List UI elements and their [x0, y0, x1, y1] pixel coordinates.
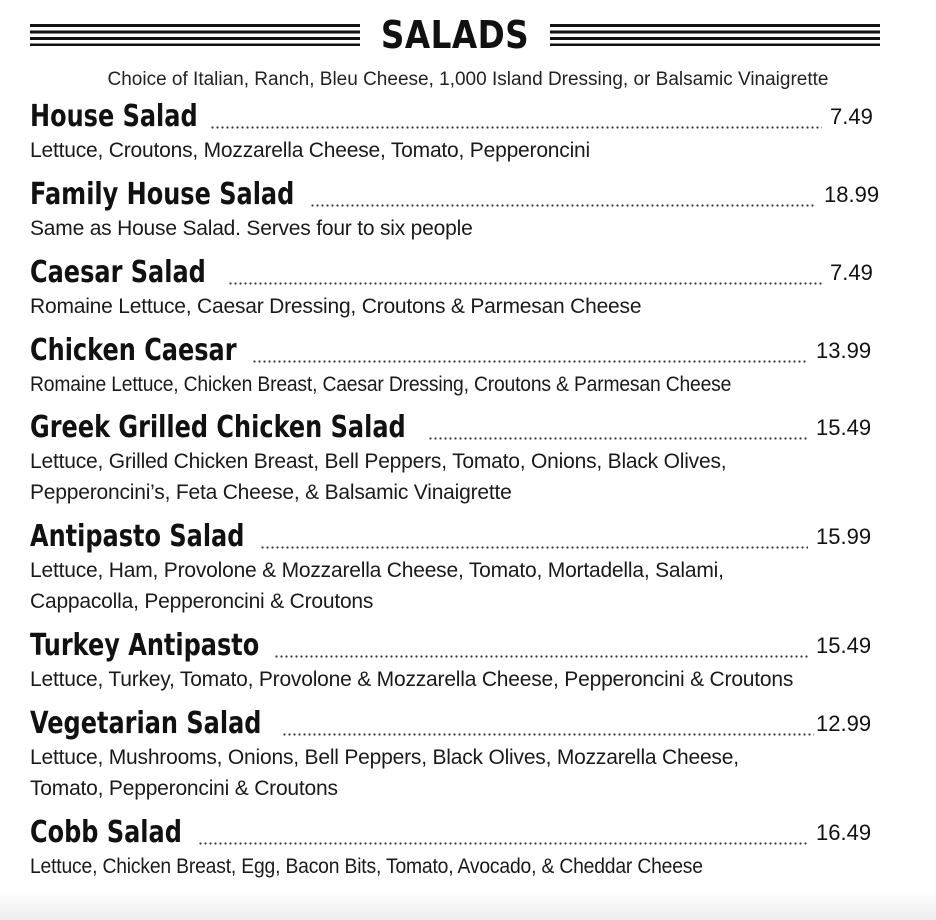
- item-name: Chicken Caesar: [30, 333, 237, 368]
- dot-leader: [198, 842, 808, 845]
- item-price: 12.99: [816, 711, 872, 736]
- page-bottom-shade: [0, 890, 936, 920]
- menu-item: [30, 99, 882, 166]
- menu-item: [30, 519, 882, 617]
- dot-leader: [228, 282, 822, 285]
- item-description: Tomato, Pepperoncini & Croutons: [30, 777, 338, 800]
- item-name: Turkey Antipasto: [30, 628, 260, 663]
- item-price: 16.49: [816, 820, 872, 845]
- dot-leader: [252, 360, 808, 363]
- dot-leader: [210, 126, 822, 129]
- item-description: Lettuce, Croutons, Mozzarella Cheese, Tomato, Pepperoncini: [30, 139, 590, 162]
- item-price: 7.49: [830, 104, 873, 129]
- dot-leader: [310, 204, 815, 207]
- item-description: Lettuce, Grilled Chicken Breast, Bell Peppers, Tomato, Onions, Black Olives,: [30, 450, 727, 473]
- item-description: Romaine Lettuce, Caesar Dressing, Croutons & Parmesan Cheese: [30, 295, 642, 318]
- item-description: Cappacolla, Pepperoncini & Croutons: [30, 590, 374, 613]
- menu-item: [30, 177, 882, 244]
- item-price: 15.49: [816, 415, 872, 440]
- item-price: 13.99: [816, 338, 872, 363]
- item-name: Vegetarian Salad: [30, 706, 262, 741]
- menu-item: [30, 628, 882, 695]
- item-price: 15.49: [816, 633, 872, 658]
- menu-item: [30, 333, 882, 400]
- item-name: Caesar Salad: [30, 255, 206, 290]
- dot-leader: [274, 655, 808, 658]
- item-description: Lettuce, Mushrooms, Onions, Bell Peppers, Black Olives, Mozzarella Cheese,: [30, 746, 739, 769]
- item-price: 7.49: [830, 260, 873, 285]
- item-name: Greek Grilled Chicken Salad: [30, 410, 406, 445]
- item-description: Lettuce, Chicken Breast, Egg, Bacon Bits, Tomato, Avocado, & Cheddar Cheese: [30, 855, 703, 878]
- item-price: 18.99: [824, 182, 880, 207]
- item-description: Romaine Lettuce, Chicken Breast, Caesar Dressing, Croutons & Parmesan Cheese: [30, 373, 732, 396]
- menu-item: [30, 815, 882, 882]
- menu-item: [30, 255, 882, 322]
- dot-leader: [260, 546, 808, 549]
- item-name: Antipasto Salad: [30, 519, 245, 554]
- section-header: [30, 12, 880, 58]
- item-price: 15.99: [816, 524, 872, 549]
- item-name: House Salad: [30, 99, 198, 134]
- item-description: Same as House Salad. Serves four to six people: [30, 217, 473, 240]
- header-rule-right: [550, 24, 880, 46]
- item-description: Lettuce, Ham, Provolone & Mozzarella Cheese, Tomato, Mortadella, Salami,: [30, 559, 724, 582]
- dot-leader: [282, 733, 814, 736]
- item-name: Cobb Salad: [30, 815, 182, 850]
- section-title: SALADS: [380, 13, 530, 57]
- item-description: Pepperoncini’s, Feta Cheese, & Balsamic Vinaigrette: [30, 481, 512, 504]
- menu-item: [30, 706, 882, 804]
- menu-item: [30, 410, 882, 508]
- item-name: Family House Salad: [30, 177, 295, 212]
- dressing-note: Choice of Italian, Ranch, Bleu Cheese, 1,000 Island Dressing, or Balsamic Vinaigrette: [107, 69, 829, 90]
- dot-leader: [428, 437, 808, 440]
- item-description: Lettuce, Turkey, Tomato, Provolone & Mozzarella Cheese, Pepperoncini & Croutons: [30, 668, 794, 691]
